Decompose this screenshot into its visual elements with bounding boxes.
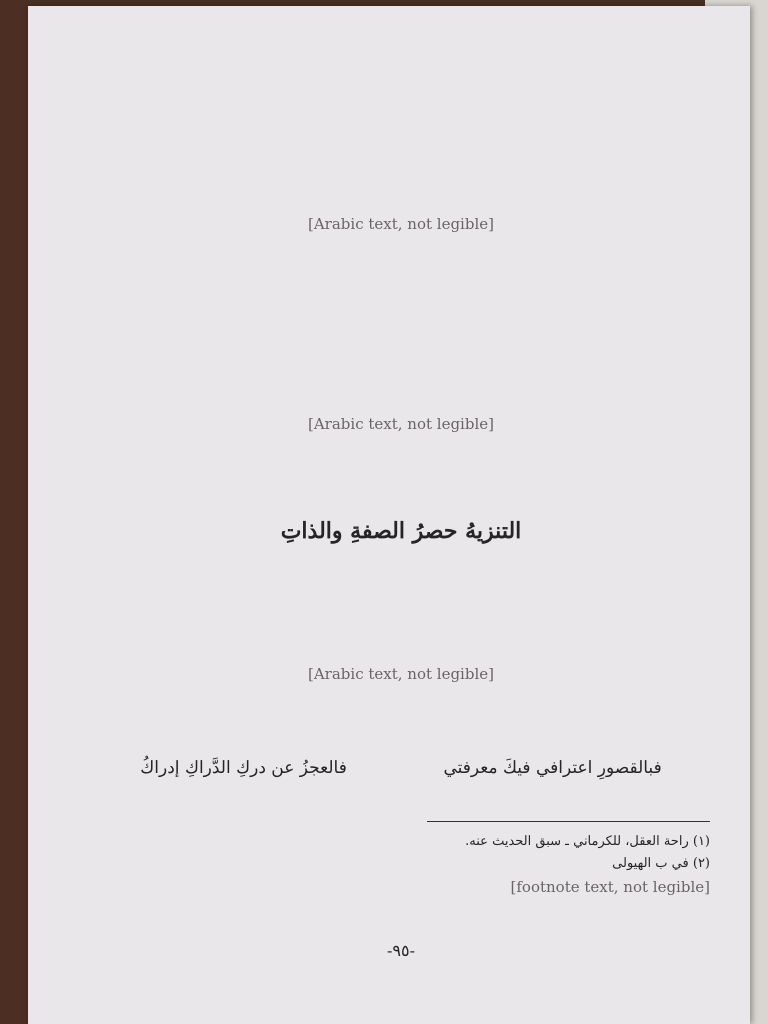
footnote-3: [footnote text, not legible] [510,878,710,897]
verse-second-hemistich: فالعجزُ عن دركِ الدَّراكِ إدراكُ [140,758,347,778]
verse-first-hemistich: فبالقصورِ اعترافي فيكَ معرفتي [443,758,662,778]
verse [92,758,710,778]
paragraph-2: [Arabic text, not legible] [308,415,494,433]
page-number: -٩٥- [387,941,415,960]
section-heading: التنزيهُ حصرُ الصفةِ والذاتِ [280,518,522,544]
footnote-1: (١) راحة العقل، للكرماني ـ سبق الحديث عنه. [465,834,710,849]
footnote-divider [427,821,710,822]
footnote-2: (٢) في ب الهيولى [612,856,710,872]
paragraph-3: [Arabic text, not legible] [308,665,494,683]
book-page [28,6,750,1024]
paragraph-1: [Arabic text, not legible] [308,215,494,233]
footnotes [92,831,710,901]
